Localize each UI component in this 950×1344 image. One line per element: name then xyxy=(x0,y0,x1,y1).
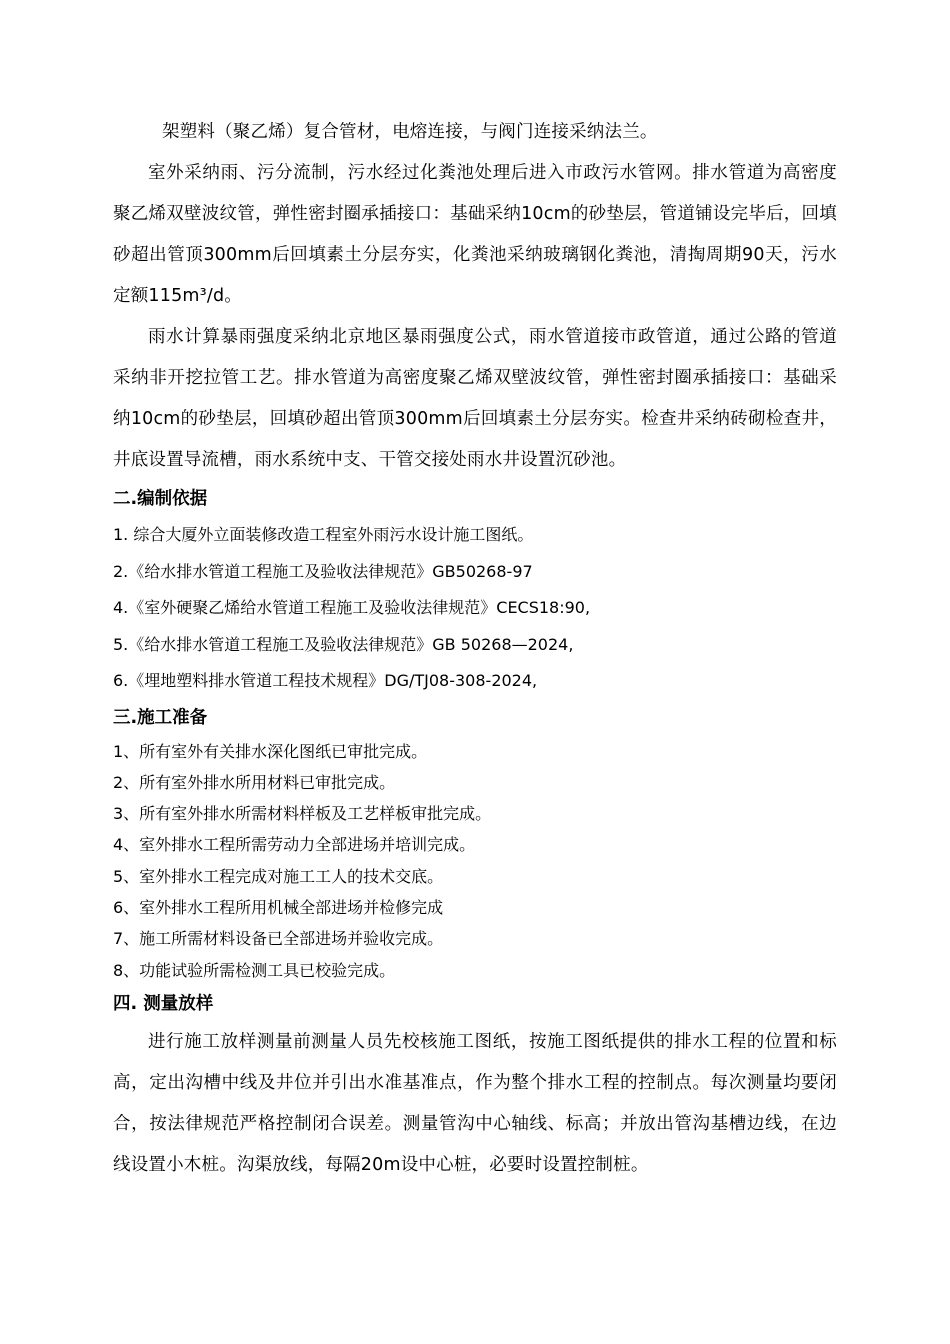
list-item: 1、所有室外有关排水深化图纸已审批完成。 xyxy=(113,741,428,761)
paragraph-rainwater-system: 雨水计算暴雨强度采纳北京地区暴雨强度公式，雨水管道接市政管道，通过公路的管道采纳非开挖拉管工艺。排水管道为高密度聚乙烯双壁波纹管，弹性密封圈承插接口：基础采纳10cm的砂垫层，回填砂超出管顶300mm后回填素土分层夯实。检查井采纳砖砌检查井，井底设置导流槽，雨水系统中支、干管交接处雨水井设置沉砂池。 xyxy=(113,327,837,470)
list-item: 3、所有室外排水所需材料样板及工艺样板审批完成。 xyxy=(113,804,492,824)
section-heading-preparation: 三.施工准备 xyxy=(113,707,208,728)
list-item: 1. 综合大厦外立面装修改造工程室外雨污水设计施工图纸。 xyxy=(113,525,534,544)
section-heading-basis: 二.编制依据 xyxy=(113,489,208,509)
list-item: 6.《埋地塑料排水管道工程技术规程》DG/TJ08-308-2024, xyxy=(113,671,538,690)
list-item: 5.《给水排水管道工程施工及验收法律规范》GB 50268—2024, xyxy=(113,634,574,654)
list-item: 7、施工所需材料设备已全部进场并验收完成。 xyxy=(113,929,444,949)
basis-list xyxy=(113,517,837,700)
list-item: 2.《给水排水管道工程施工及验收法律规范》GB50268-97 xyxy=(113,561,533,581)
list-item: 2、所有室外排水所用材料已审批完成。 xyxy=(113,772,396,792)
paragraph-survey: 进行施工放样测量前测量人员先校核施工图纸，按施工图纸提供的排水工程的位置和标高，定出沟槽中线及井位并引出水准基准点，作为整个排水工程的控制点。每次测量均要闭合，按法律规范严格控制闭合误差。测量管沟中心轴线、标高；并放出管沟基槽边线，在边线设置小木桩。沟渠放线，每隔20m设中心桩，必要时设置控制桩。 xyxy=(113,1031,837,1175)
preparation-list xyxy=(113,736,837,986)
list-item: 4.《室外硬聚乙烯给水管道工程施工及验收法律规范》CECS18:90, xyxy=(113,598,591,617)
list-item: 5、室外排水工程完成对施工工人的技术交底。 xyxy=(113,866,444,886)
list-item: 4、室外排水工程所需劳动力全部进场并培训完成。 xyxy=(113,835,476,855)
paragraph-sewage-system: 室外采纳雨、污分流制，污水经过化粪池处理后进入市政污水管网。排水管道为高密度聚乙烯双壁波纹管，弹性密封圈承插接口：基础采纳10cm的砂垫层，管道铺设完毕后，回填砂超出管顶300mm后回填素土分层夯实，化粪池采纳玻璃钢化粪池，清掏周期90天，污水定额115m³/d。 xyxy=(113,163,837,306)
document-page xyxy=(113,112,837,1186)
paragraph-pipe-material: 架塑料（聚乙烯）复合管材，电熔连接，与阀门连接采纳法兰。 xyxy=(162,122,658,142)
list-item: 6、室外排水工程所用机械全部进场并检修完成 xyxy=(113,897,444,917)
list-item: 8、功能试验所需检测工具已校验完成。 xyxy=(113,960,396,980)
section-heading-survey: 四. 测量放样 xyxy=(113,993,214,1014)
